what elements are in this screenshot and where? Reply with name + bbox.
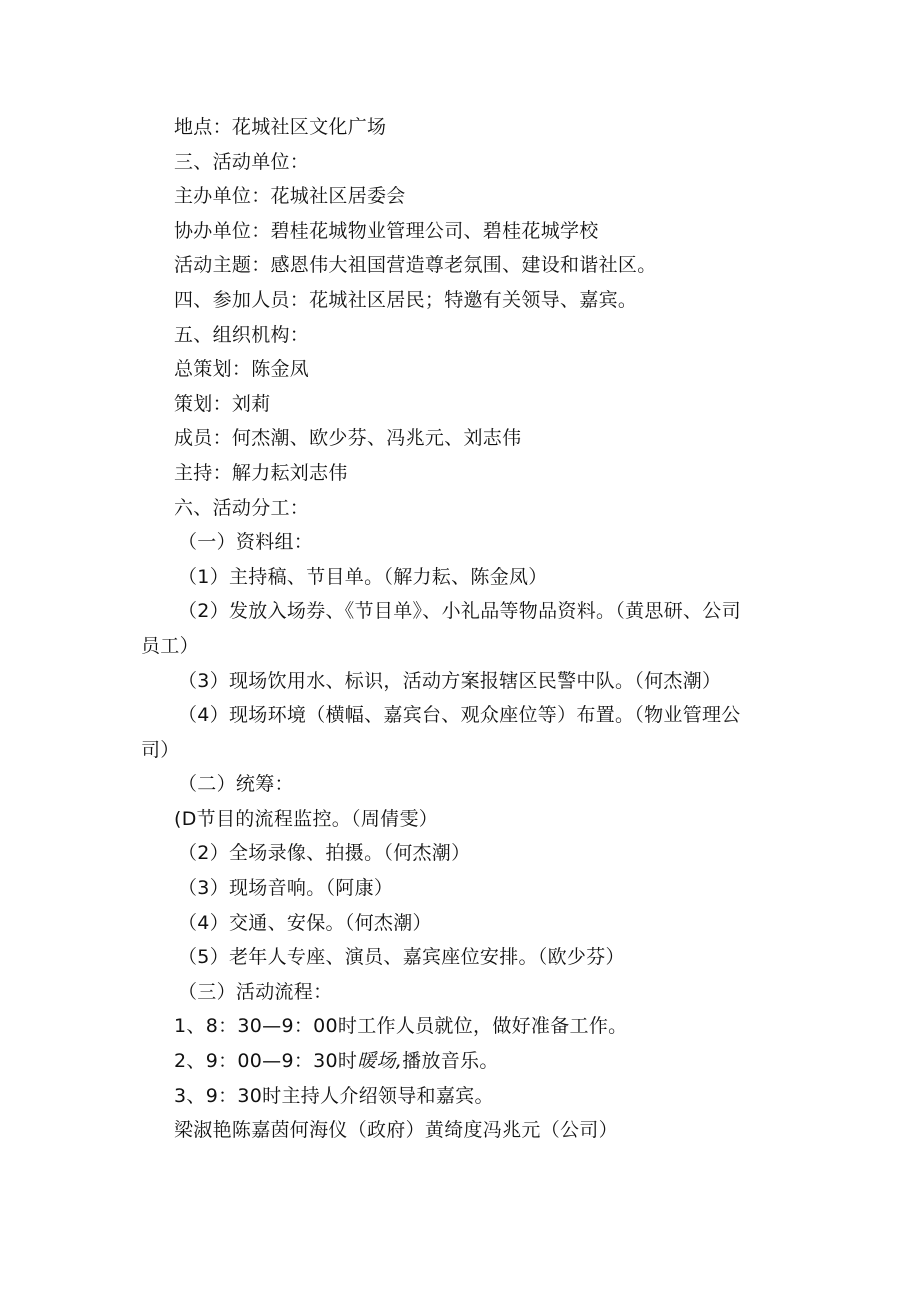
guest-names-line: 梁淑艳陈嘉茵何海仪（政府）黄绮度冯兆元（公司） <box>174 1119 618 1142</box>
materials-item-2: （2）发放入场券、《节目单》、小礼品等物品资料。（黄思研、公司员工） <box>141 600 741 657</box>
section-heading-division: 六、活动分工： <box>174 496 310 519</box>
materials-group-heading: （一）资料组： <box>178 531 314 554</box>
participants-line: 四、参加人员：花城社区居民；特邀有关领导、嘉宾。 <box>174 288 638 311</box>
flow-step-2-suffix: 播放音乐。 <box>402 1050 499 1073</box>
organizer-line: 主办单位：花城社区居委会 <box>174 185 406 208</box>
event-location: 地点：花城社区文化广场 <box>174 116 387 138</box>
section-heading-organization: 五、组织机构： <box>174 323 310 346</box>
planner-line: 策划：刘莉 <box>174 392 271 415</box>
materials-item-4: （4）现场环境（横幅、嘉宾台、观众座位等）布置。（物业管理公司） <box>141 704 741 761</box>
coordination-item-5: （5）老年人专座、演员、嘉宾座位安排。（欧少芬） <box>178 946 625 969</box>
flow-step-1: 1、8：30—9：00时工作人员就位，做好准备工作。 <box>174 1015 628 1038</box>
chief-planner-line: 总策划：陈金凤 <box>174 358 310 381</box>
flow-step-2 <box>174 1044 784 1079</box>
materials-item-1: （1）主持稿、节目单。（解力耘、陈金凤） <box>178 565 548 588</box>
document-body <box>141 110 784 1148</box>
materials-item-3: （3）现场饮用水、标识，活动方案报辖区民警中队。（何杰潮） <box>178 669 722 692</box>
co-organizer-line: 协办单位：碧桂花城物业管理公司、碧桂花城学校 <box>174 219 599 242</box>
coordination-item-3: （3）现场音响。（阿康） <box>178 877 394 900</box>
flow-step-3: 3、9：30时主持人介绍领导和嘉宾。 <box>174 1084 494 1107</box>
coordination-item-1: (D节目的流程监控。（周倩雯） <box>174 807 439 830</box>
coordination-item-2: （2）全场录像、拍摄。（何杰潮） <box>178 842 471 865</box>
coordination-item-4: （4）交通、安保。（何杰潮） <box>178 911 432 934</box>
flow-heading: （三）活动流程： <box>178 980 333 1003</box>
theme-line: 活动主题：感恩伟大祖国营造尊老氛围、建设和谐社区。 <box>174 254 657 277</box>
section-heading-units: 三、活动单位： <box>174 150 310 173</box>
flow-step-2-prefix: 2、9：00—9：30时 <box>174 1050 358 1073</box>
members-line: 成员：何杰潮、欧少芬、冯兆元、刘志伟 <box>174 427 522 450</box>
coordination-heading: （二）统筹： <box>178 773 294 796</box>
host-line: 主持：解力耘刘志伟 <box>174 461 348 484</box>
flow-step-2-emphasis: 暖场, <box>357 1050 403 1073</box>
